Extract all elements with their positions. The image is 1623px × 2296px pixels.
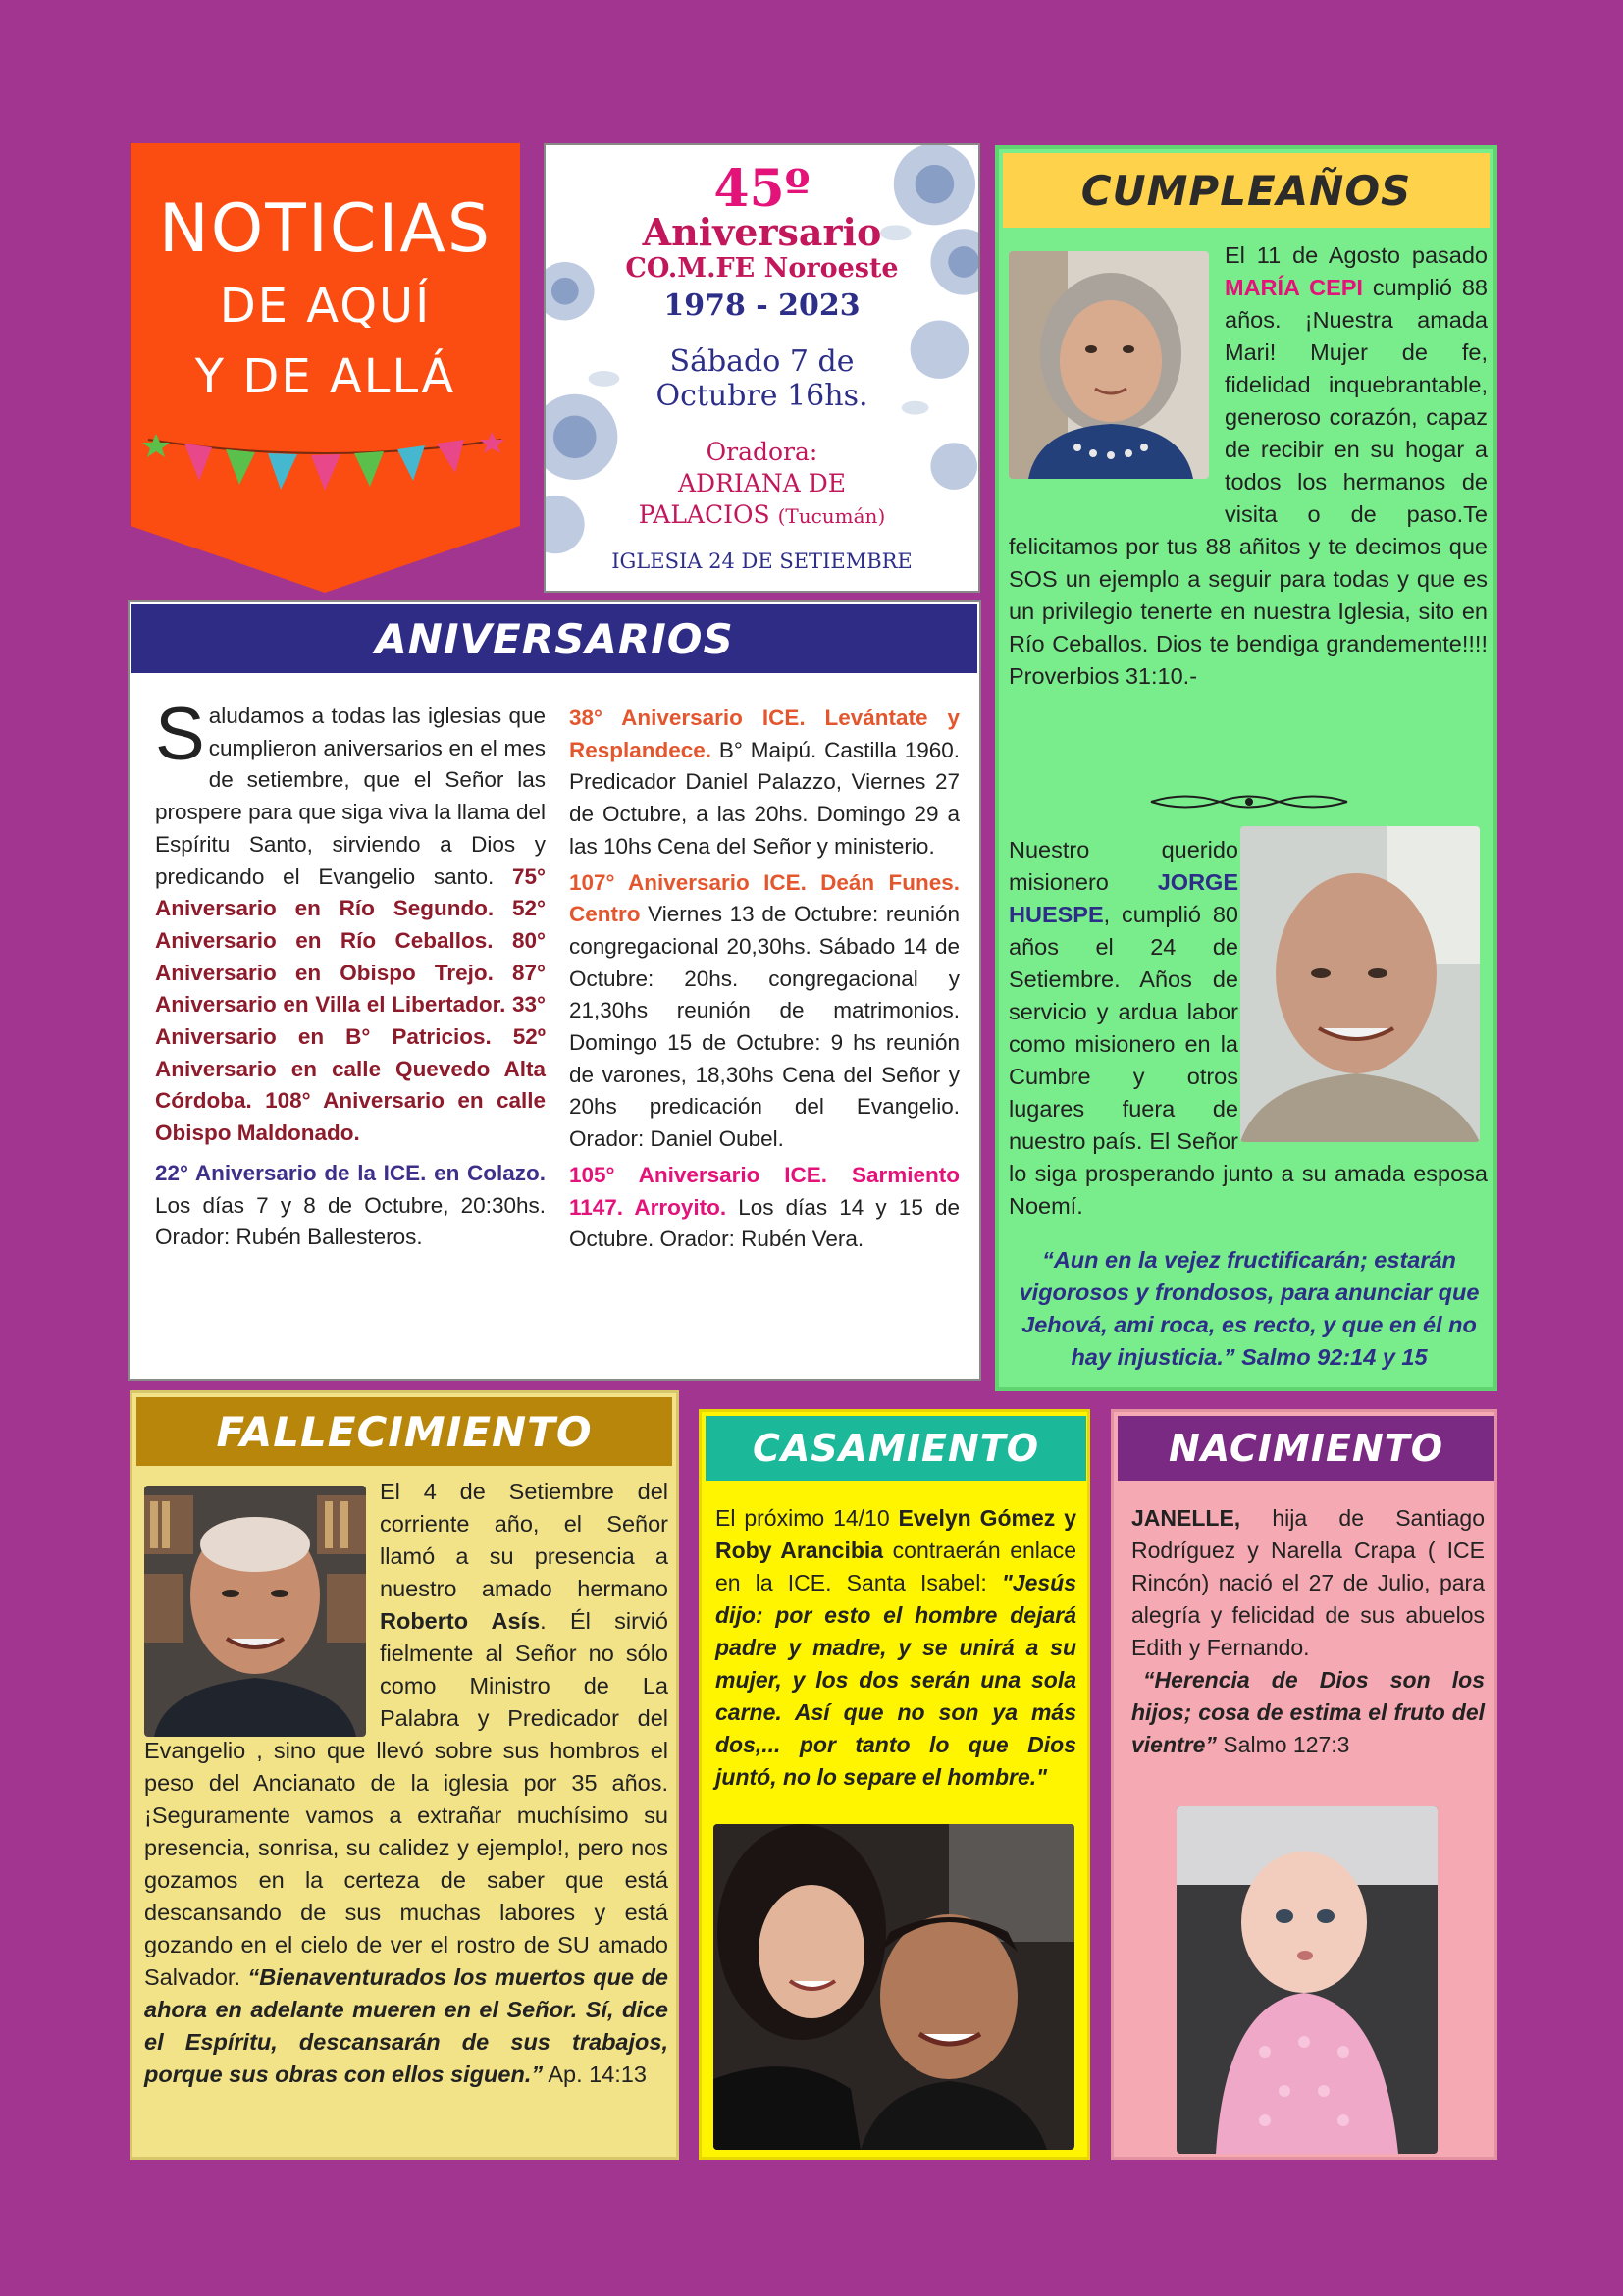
poster-org: CO.M.FE Noroeste: [625, 253, 899, 284]
nacimiento-announcement: JANELLE, hija de Santiago Rodríguez y Narella Crapa ( ICE Rincón) nació el 27 de Julio, para alegría y felicidad de sus abuelos Edith y Fernando.: [1131, 1505, 1485, 1660]
cumpleanos-section: [995, 145, 1497, 1391]
casamiento-section: [699, 1409, 1090, 2160]
poster-date-1: Sábado 7 de: [669, 344, 855, 379]
poster-venue: IGLESIA 24 DE SETIEMBRE: [611, 549, 913, 573]
noticias-subtitle-2: Y DE ALLÁ: [194, 349, 456, 404]
maria-cepi-name: MARÍA CEPI: [1225, 275, 1363, 300]
fallecimiento-text: El 4 de Setiembre del corriente año, el Señor llamó a su presencia a nuestro amado hermano Roberto Asís. Él sirvió fielmente al Señor no sólo como Ministro de La Palabra y Predicador del Evangelio , sino que llevó sobre sus hombros el peso del Ancianato de la iglesia por 35 años. ¡Seguramente vamos a extrañar muchísimo su presencia, sonrisa, su calidez y ejemplo!, pero nos gozamos en la certeza de saber que está descansando de sus muchas labores y está gozando en el cielo de ver el rostro de SU amado Salvador. “Bienaventurados los muertos que de ahora en adelante mueren en el Señor. Sí, dice el Espíritu, descansarán de sus trabajos, porque sus obras con ellos siguen.” Ap. 14:13: [144, 1476, 668, 2091]
cumpleanos-quote: “Aun en la vejez fructificarán; estarán vigorosos y frondosos, para anunciar que Jehová, ami roca, es recto, y que en él no hay injusticia.” Salmo 92:14 y 15: [1019, 1247, 1480, 1370]
aniversarios-section: [128, 600, 981, 1381]
fallecimiento-heading: FALLECIMIENTO: [136, 1397, 672, 1466]
aniversarios-col2: [569, 703, 960, 1256]
colazo-item: 22° Aniversario de la ICE. en Colazo. Los días 7 y 8 de Octubre, 20:30hs. Orador: Rubén Ballesteros.: [155, 1160, 546, 1250]
item-38: 38° Aniversario ICE. Levántate y Resplandece. B° Maipú. Castilla 1960. Predicador Daniel Palazzo, Viernes 27 de Octubre, a las 20hs. Domingo 29 a las 10hs Cena del Señor y ministerio.: [569, 705, 960, 859]
nacimiento-section: [1111, 1409, 1497, 2160]
poster-speaker-place: (Tucumán): [777, 504, 886, 528]
poster-years: 1978 - 2023: [663, 288, 861, 323]
aniversarios-heading: ANIVERSARIOS: [131, 604, 977, 673]
noticias-title: NOTICIAS: [158, 190, 493, 268]
baby-photo: [1177, 1806, 1438, 2154]
poster-title: Aniversario: [642, 210, 882, 254]
aniversarios-col1: [155, 693, 546, 1254]
nacimiento-heading: NACIMIENTO: [1118, 1416, 1494, 1481]
dropcap: S: [155, 693, 205, 776]
jorge-huespe-name: JORGE HUESPE: [1009, 869, 1238, 927]
noticias-subtitle-1: DE AQUÍ: [219, 279, 432, 334]
casamiento-text: El próximo 14/10 Evelyn Gómez y Roby Arancibia contraerán enlace en la ICE. Santa Isabel: "Jesús dijo: por esto el hombre dejará padre y madre, y se unirá a su mujer, y los dos serán una sola carne. Así que no son ya más dos,... por tanto lo que Dios juntó, no lo separe el hombre.": [715, 1505, 1076, 1790]
aniversarios-intro: Saludamos a todas las iglesias que cumplieron aniversarios en el mes de setiembre, que el Señor las prospere para que siga viva la llama del Espíritu Santo, sirviendo a Dios y predicando el Evangelio santo. 75° Aniversario en Río Segundo. 52° Aniversario en Río Ceballos. 80° Aniversario en Obispo Trejo. 87° Aniversario en Villa el Libertador. 33° Aniversario en B° Patricios. 52º Aniversario en calle Quevedo Alta Córdoba. 108° Aniversario en calle Obispo Maldonado.: [155, 693, 546, 1146]
nacimiento-verse: “Herencia de Dios son los hijos; cosa de estima el fruto del vientre” Salmo 127:3: [1131, 1667, 1485, 1757]
casamiento-heading: CASAMIENTO: [706, 1416, 1086, 1481]
poster-speaker-label: Oradora:: [706, 438, 818, 466]
couple-names: Evelyn Gómez y Roby Arancibia: [715, 1505, 1076, 1563]
baby-name: JANELLE,: [1131, 1505, 1241, 1531]
fallecimiento-quote: “Bienaventurados los muertos que de ahora en adelante mueren en el Señor. Sí, dice el Espíritu, descansarán de sus trabajos, porque sus obras con ellos siguen.”: [144, 1964, 668, 2087]
fallecimiento-section: [130, 1390, 679, 2160]
anniversary-poster: [544, 143, 980, 593]
casamiento-quote: "Jesús dijo: por esto el hombre dejará padre y madre, y se unirá a su mujer, y los dos serán una sola carne. Así que no son ya más dos,... por tanto lo que Dios juntó, no lo separe el hombre.": [715, 1570, 1076, 1790]
item-105: 105° Aniversario ICE. Sarmiento 1147. Arroyito. Los días 14 y 15 de Octubre. Orador: Rubén Vera.: [569, 1162, 960, 1252]
couple-photo: [713, 1824, 1074, 2150]
noticias-banner: [131, 143, 520, 593]
poster-speaker-2: PALACIOS (Tucumán): [638, 500, 886, 529]
cumpleanos-text-2: Nuestro querido misionero JORGE HUESPE, cumplió 80 años el 24 de Setiembre. Años de servicio y ardua labor como misionero en la Cumbre y otros lugares fuera de nuestro país. El Señor lo siga prosperando junto a su amada esposa Noemí.: [1009, 834, 1488, 1223]
poster-date-2: Octubre 16hs.: [655, 379, 868, 413]
cumpleanos-text-1: El 11 de Agosto pasado MARÍA CEPI cumplió 88 años. ¡Nuestra amada Mari! Mujer de fe, fidelidad inquebrantable, generoso corazón, capaz de recibir en su hogar a todos los hermanos de visita o de paso.Te felicitamos por tus 88 añitos y te decimos que SOS un ejemplo a seguir para todas y que es un privilegio tenerte en nuestra Iglesia, sito en Río Ceballos. Dios te bendiga grandemente!!!! Proverbios 31:10.-: [1009, 239, 1488, 693]
poster-number: 45º: [713, 159, 811, 219]
photo-spacer: [1009, 239, 1213, 524]
cumpleanos-heading: CUMPLEAÑOS: [1003, 153, 1490, 228]
photo-spacer-2: [1248, 834, 1488, 1146]
ornament-divider: [1146, 789, 1352, 814]
aniversarios-list: 75° Aniversario en Río Segundo. 52° Aniversario en Río Ceballos. 80° Aniversario en Obispo Trejo. 87° Aniversario en Villa el Libertador. 33° Aniversario en B° Patricios. 52º Aniversario en calle Quevedo Alta Córdoba. 108° Aniversario en calle Obispo Maldonado.: [155, 863, 546, 1146]
poster-speaker-1: ADRIANA DE: [677, 469, 847, 497]
nacimiento-quote: “Herencia de Dios son los hijos; cosa de estima el fruto del vientre”: [1131, 1667, 1485, 1757]
nacimiento-text: [1131, 1502, 1485, 1761]
roberto-asis-name: Roberto Asís: [380, 1608, 541, 1634]
item-107: 107° Aniversario ICE. Deán Funes. Centro Viernes 13 de Octubre: reunión congregacional 20,30hs. Sábado 14 de Octubre: 20hs. congregacional y 21,30hs reunión de matrimonios. Domingo 15 de Octubre: 9 hs reunión de varones, 18,30hs Cena del Señor y 20hs predicación del Evangelio. Orador: Daniel Oubel.: [569, 869, 960, 1152]
photo-spacer-3: [144, 1476, 372, 1735]
